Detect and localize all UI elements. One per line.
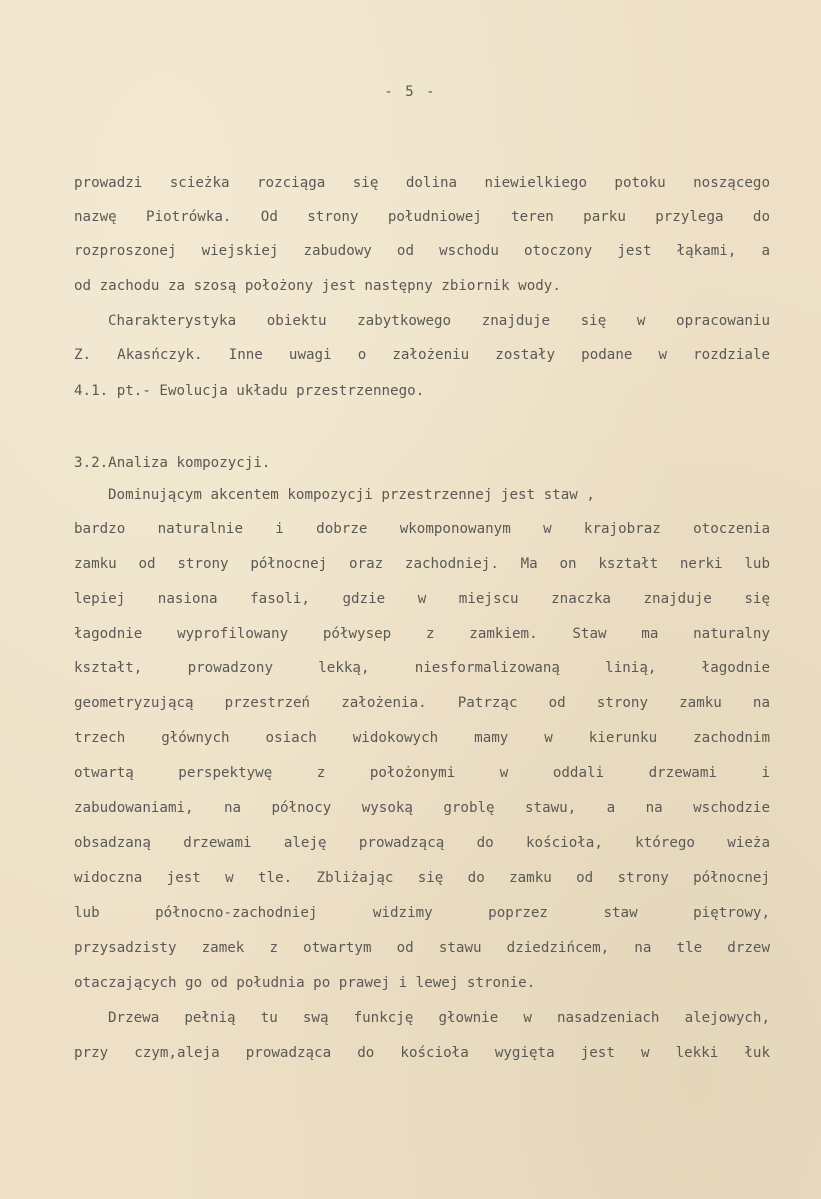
text-line: bardzo naturalnie i dobrze wkomponowanym w krajobraz otoczenia [74,521,770,537]
text-line: otaczających go od południa po prawej i lewej stronie. [74,975,536,991]
section-heading: 3.2.Analiza kompozycji. [74,455,271,471]
text-line: od zachodu za szosą położony jest następny zbiornik wody. [74,278,561,294]
text-line: zamku od strony północnej oraz zachodniej. Ma on kształt nerki lub [74,556,770,572]
paragraph-first-line: Dominującym akcentem kompozycji przestrzennej jest staw , [108,487,595,503]
text-line: zabudowaniami, na północy wysoką groblę stawu, a na wschodzie [74,800,770,816]
text-line: widoczna jest w tle. Zbliżając się do zamku od strony północnej [74,870,770,886]
paragraph-first-line: Charakterystyka obiektu zabytkowego znajduje się w opracowaniu [108,313,770,329]
text-line: nazwę Piotrówka. Od strony południowej teren parku przylega do [74,209,770,225]
text-line: kształt, prowadzony lekką, niesformalizowaną linią, łagodnie [74,660,770,676]
page-number: - 5 - [384,84,437,100]
text-line: geometryzującą przestrzeń założenia. Patrząc od strony zamku na [74,695,770,711]
text-line: przysadzisty zamek z otwartym od stawu dziedzińcem, na tle drzew [74,940,770,956]
text-line: przy czym,aleja prowadząca do kościoła wygięta jest w lekki łuk [74,1045,770,1061]
text-line: Z. Akasńczyk. Inne uwagi o założeniu zostały podane w rozdziale [74,347,770,363]
text-line: prowadzi scieżka rozciąga się dolina niewielkiego potoku noszącego [74,175,770,191]
text-line: lub północno-zachodniej widzimy poprzez staw piętrowy, [74,905,770,921]
text-line: trzech głównych osiach widokowych mamy w kierunku zachodnim [74,730,770,746]
text-line: lepiej nasiona fasoli, gdzie w miejscu znaczka znajduje się [74,591,770,607]
text-line: rozproszonej wiejskiej zabudowy od wschodu otoczony jest łąkami, a [74,243,770,259]
text-line: 4.1. pt.- Ewolucja układu przestrzennego. [74,383,425,399]
paragraph-first-line: Drzewa pełnią tu swą funkcję głownie w nasadzeniach alejowych, [108,1010,770,1026]
text-line: obsadzaną drzewami aleję prowadzącą do kościoła, którego wieża [74,835,770,851]
text-line: otwartą perspektywę z położonymi w oddali drzewami i [74,765,770,781]
text-line: łagodnie wyprofilowany półwysep z zamkiem. Staw ma naturalny [74,626,770,642]
